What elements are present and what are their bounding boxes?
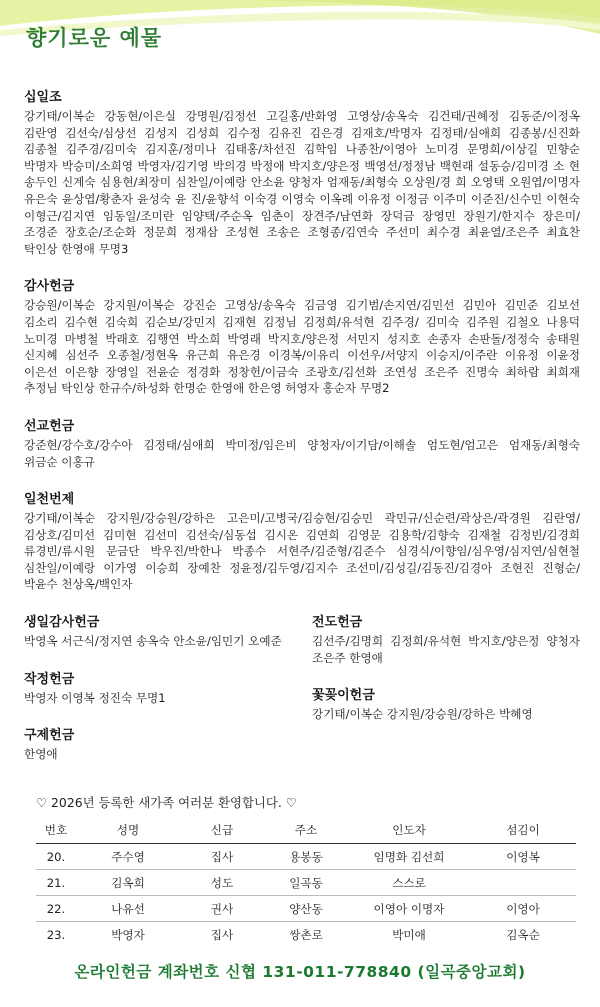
new-family-table	[36, 818, 576, 947]
section-title: 구제헌금	[24, 728, 75, 744]
column-header: 주소	[264, 818, 348, 844]
section-title: 생일감사헌금	[24, 615, 100, 631]
donor-names: 강승원/이복순 강지원/이복순 강진순 고영상/송옥숙 김금영 김기범/손지연/김민선 김민아 김민준 김보선 김소리 김수현 김숙희 김순보/강민지 김재현 김정님 김정희/유석현 김주경/ 김미숙 김주원 김철오 나용덕 노미경 마병철 박래호 김행연 박소희 박영래 박지호/양은정 서민지 성지호 손종자 손판돌/정정숙 송태원 신지혜 심선주 오종철/정현옥 유근희 유은경 이경복/이유리 이선우/서양지 이승지/이주란 이유정 이윤정 이은선 이은향 장영일 전윤순 정경화 정창헌/이금숙 조광호/김선화 조연성 조은주 진명숙 최하람 최희재 추정님 탁인상 한규수/하성화 한명순 한영애 한은영 허영자 홍순자 무명2	[24, 298, 580, 396]
donor-names: 박영자 이영복 정진숙 무명1	[24, 690, 166, 705]
table-cell: 용봉동	[264, 844, 348, 870]
table-cell: 임명화 김선희	[348, 844, 470, 870]
section-title: 꽃꽂이헌금	[312, 688, 375, 704]
donor-names: 강준현/강수호/강수아 김정태/심애희 박미정/임은비 양청자/이기담/이해솔 엄도현/엄고은 엄재동/최형숙 위금순 이홍규	[24, 437, 580, 469]
two-column-sections	[24, 611, 580, 763]
table-cell: 이영아 이명자	[348, 896, 470, 922]
table-row	[36, 922, 576, 948]
donor-names: 한영애	[24, 747, 58, 762]
column-header: 인도자	[348, 818, 470, 844]
offering-section-mission	[24, 415, 580, 470]
table-cell: 박미애	[392, 927, 426, 942]
table-row	[36, 896, 576, 922]
offering-section-tithe	[24, 86, 580, 257]
offering-section-relief	[24, 724, 292, 763]
section-title: 십일조	[24, 90, 62, 105]
column-header: 신급	[180, 818, 264, 844]
table-cell: 스스로	[348, 870, 470, 896]
table-cell: 나유선	[76, 896, 180, 922]
table-cell: 21.	[36, 870, 76, 896]
table-cell: 20.	[36, 844, 76, 870]
table-cell: 쌍촌로	[289, 927, 323, 942]
donor-names: 강기태/이복순 강지원/강승원/강하은 박혜영	[312, 707, 533, 722]
table-cell: 집사	[180, 844, 264, 870]
donor-names: 박영옥 서근식/정지연 송옥숙 안소윤/임민기 오예준	[24, 634, 282, 649]
table-cell: 일곡동	[264, 870, 348, 896]
donor-names: 강기태/이복순 강지원/강승원/강하은 고은미/고병국/김승현/김승민 곽민규/신순련/곽상은/곽경원 김란영/김상호/김미선 김미현 김선미 김선숙/심동섭 김시온 김연희 김영문 김용학/김향숙 김재철 김정빈/김경희 류경빈/류시원 문금단 박우진/박한나 박종수 서현주/김준형/김준수 심경식/이향임/심우영/심지연/심현철 심찬일/이예랑 이가영 이승희 장예찬 정윤정/김두영/김지수 조선미/김성길/김동진/김경아 조현진 진형순/박윤수 천상옥/백인자	[24, 511, 580, 592]
column-header: 번호	[36, 818, 76, 844]
table-header-row	[36, 818, 576, 844]
table-cell: 양산동	[264, 896, 348, 922]
donor-names: 김선주/김명희 김정희/유석현 박지호/양은정 양청자 조은주 한영애	[312, 634, 580, 665]
table-cell: 집사	[210, 927, 234, 942]
offering-section-birthday	[24, 611, 292, 650]
table-row	[36, 870, 576, 896]
table-cell: 주수영	[76, 844, 180, 870]
table-cell: 22.	[36, 896, 76, 922]
table-cell: 23.	[46, 927, 66, 942]
online-offering-account: 온라인헌금 계좌번호 신협 131-011-778840 (일곡중앙교회)	[74, 963, 526, 981]
table-cell: 김옥순	[506, 927, 540, 942]
left-column	[24, 611, 292, 763]
offering-section-evangelism	[312, 611, 580, 666]
offering-section-thousand	[24, 488, 580, 593]
column-header: 성명	[76, 818, 180, 844]
section-title: 전도헌금	[312, 615, 363, 631]
section-title: 감사헌금	[24, 279, 75, 295]
offering-section-flowers	[312, 684, 580, 723]
table-cell: 김옥희	[76, 870, 180, 896]
right-column	[312, 611, 580, 763]
section-title: 일천번제	[24, 492, 75, 508]
table-cell	[470, 870, 576, 896]
donor-names: 강기태/이복순 강동현/이은실 강명원/김정선 고길홍/반화영 고영상/송옥숙 김건태/권혜정 김동준/이정옥 김란영 김선숙/심상선 김성지 김성희 김수정 김유진 김은경 김재호/박명자 김정태/심애희 김종봉/신진화 김종철 김주경/김미숙 김지훈/정미나 김태홍/차선진 김학임 나종찬/이영아 노미경 문명희/이상길 민향순 박명자 박승미/소희영 박영자/김기영 박의경 박정애 박지호/양은정 백영선/정정남 백현래 설동승/김미경 소 현 송두인 신계숙 심용현/최장미 심찬일/이예랑 안소윤 양청자 엄재동/최형숙 오상원/경 희 오영택 오원엽/이명자 유은숙 윤상엽/황춘자 윤성숙 윤 진/윤향석 이숙경 이영숙 이옥례 이유정 이정금 이주미 이준진/신수민 이현숙 이형근/김지연 임동일/조미란 임양택/주순옥 임춘이 장견주/남연화 장덕금 장영민 장원기/한지수 장은미/조경준 장호순/조순화 정문희 정재삼 조성현 조송은 조형종/김연숙 주선미 최수경 최윤열/조은주 최효찬 탁인상 한영애 무명3	[24, 109, 580, 256]
column-header: 섬김이	[470, 818, 576, 844]
section-title: 선교헌금	[24, 418, 75, 434]
welcome-message: ♡ 2026년 등록한 새가족 여러분 환영합니다. ♡	[36, 795, 297, 810]
table-cell: 권사	[180, 896, 264, 922]
table-cell: 이영복	[470, 844, 576, 870]
table-cell: 성도	[180, 870, 264, 896]
offering-list	[24, 86, 580, 781]
table-cell: 이영아	[470, 896, 576, 922]
offering-section-pledge	[24, 668, 292, 707]
offering-section-thanksgiving	[24, 275, 580, 397]
table-row	[36, 844, 576, 870]
section-title: 작정헌금	[24, 671, 75, 687]
page-title: 향기로운 예물	[26, 26, 163, 50]
table-cell: 박영자	[111, 927, 145, 942]
